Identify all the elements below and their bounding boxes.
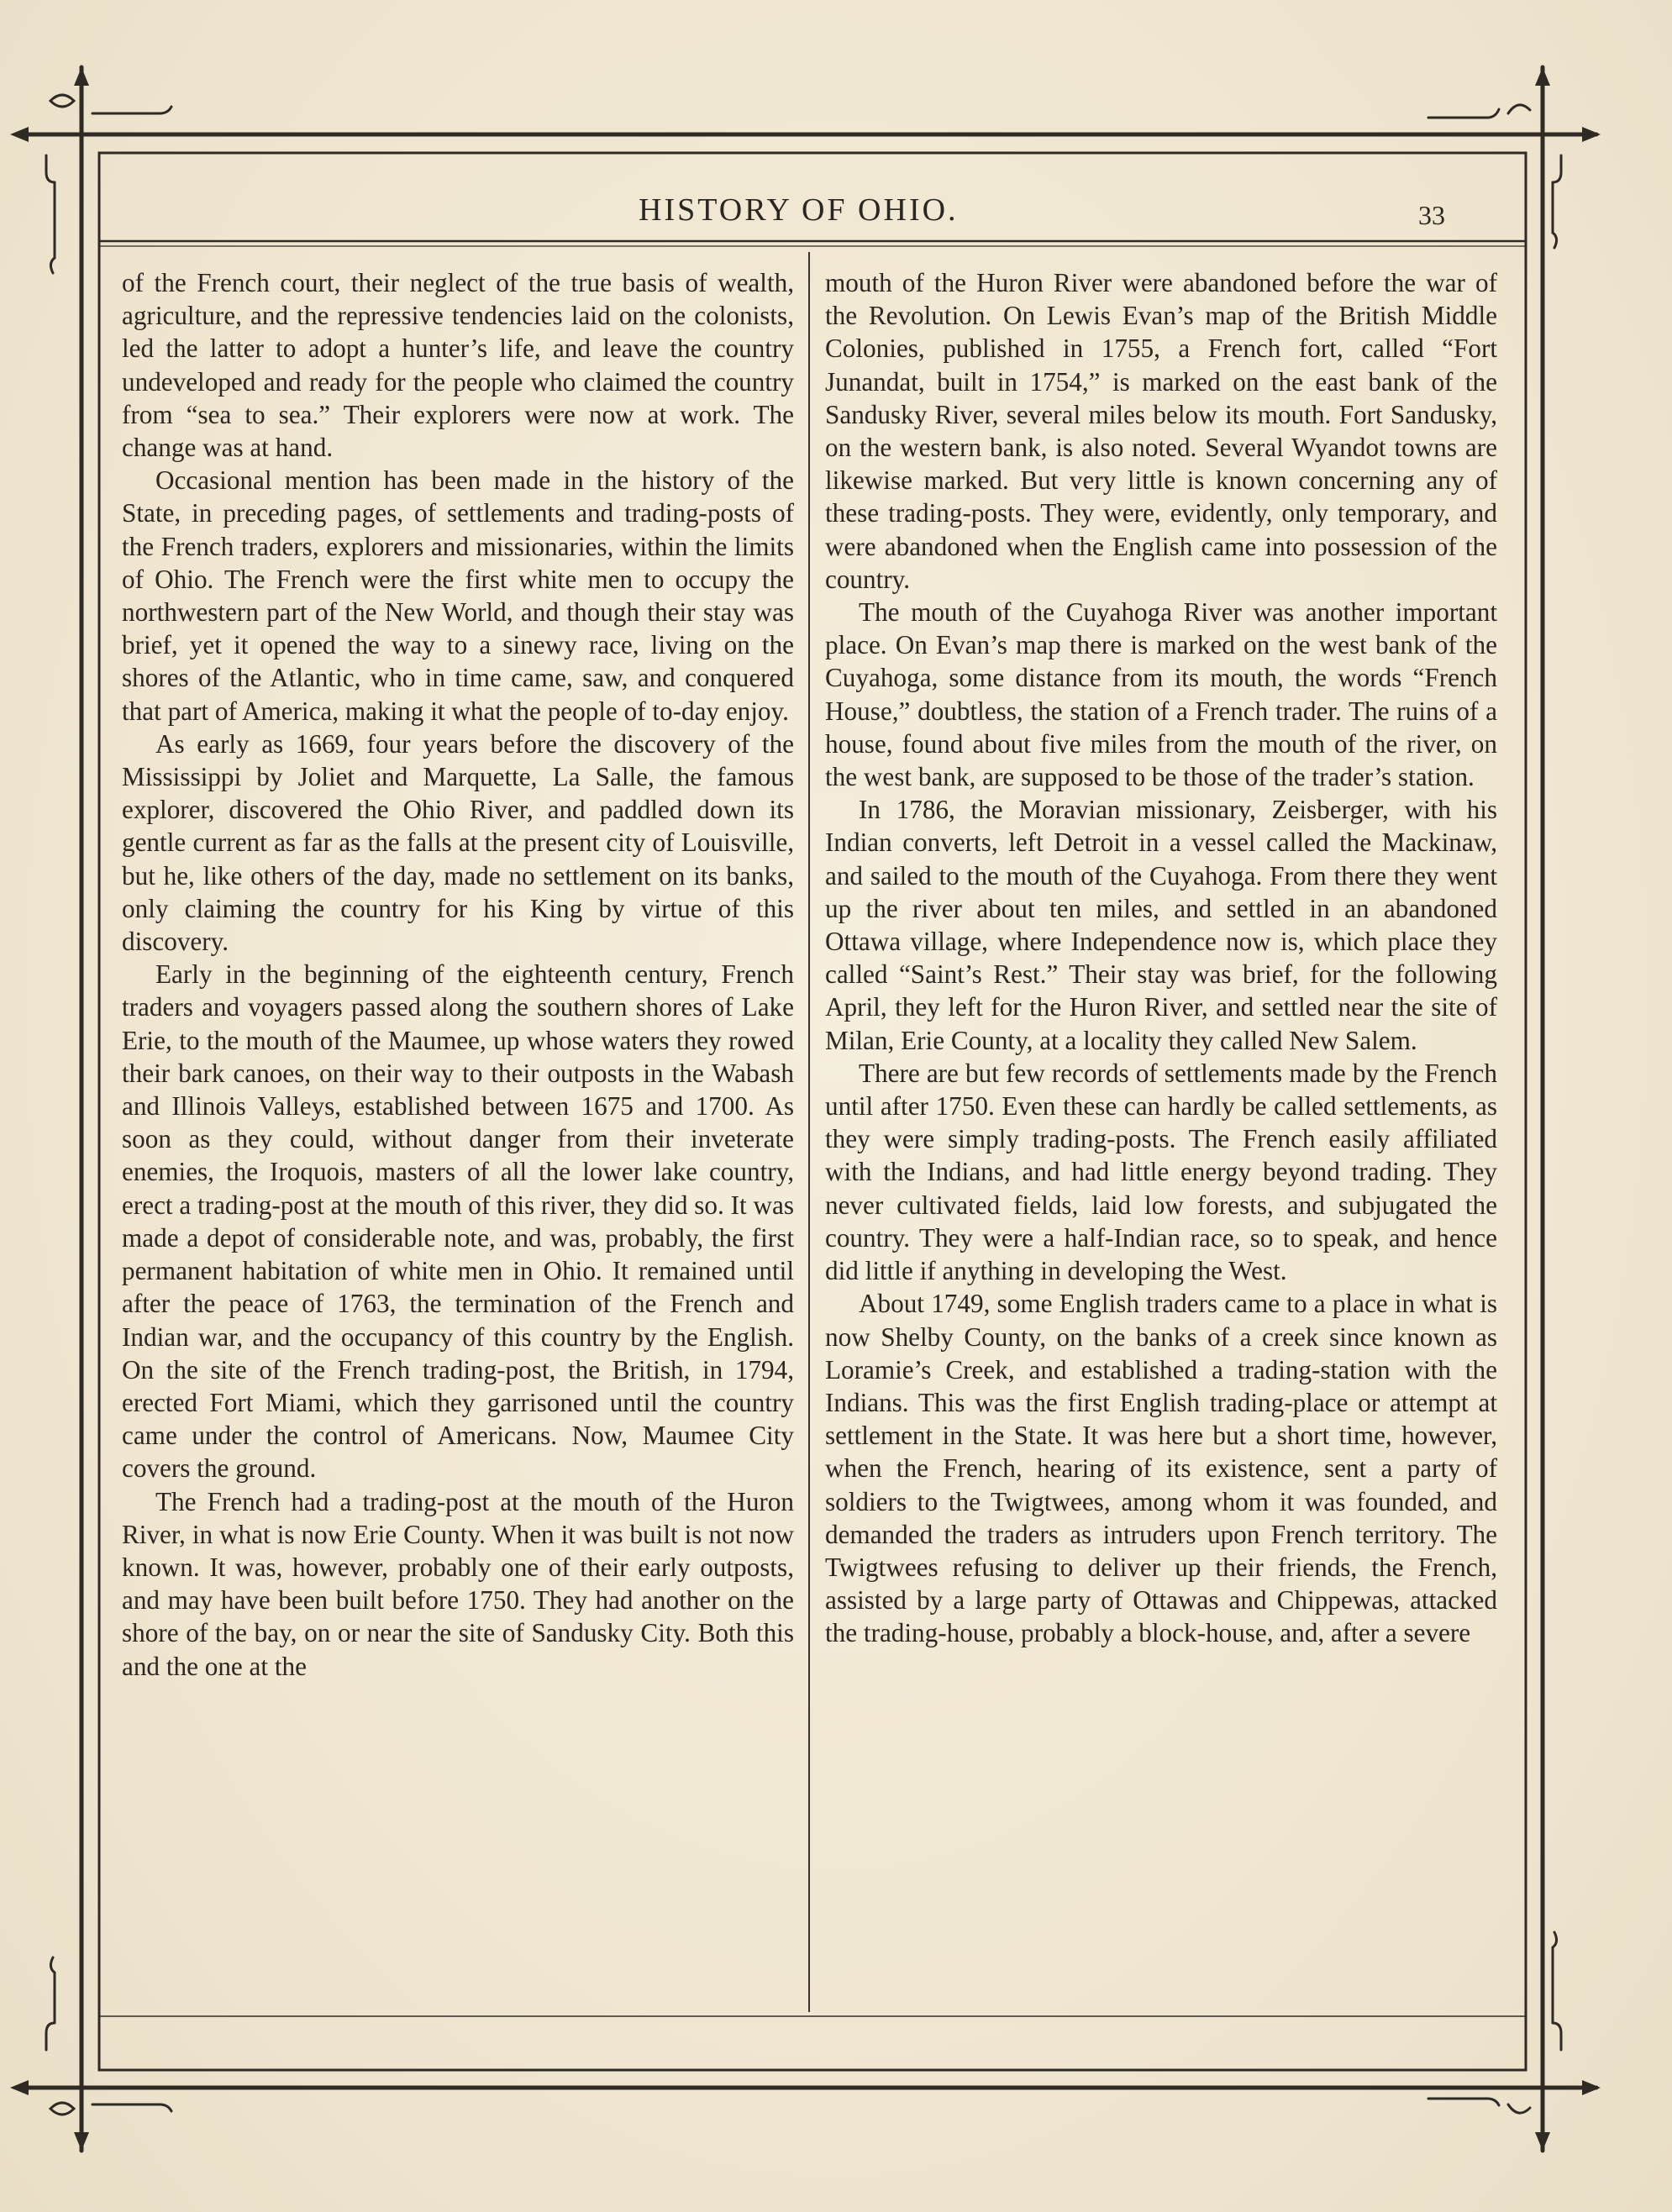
paragraph: About 1749, some English traders came to a place in what is now Shelby County, on the banks of a creek since known as Loramie’s Creek, and established a trading-station with the Indians. This was the first English trading-place or attempt at settlement in the State. It was here but a short time, however, when the French, hearing of its existence, sent a party of soldiers to the Twigtwees, among whom it was founded, and demanded the traders as intruders upon French territory. The Twigtwees refusing to deliver up their friends, the French, assisted by a large party of Ottawas and Chippewas, attacked the trading-house, probably a block-house, and, after a severe <box>825 1289 1497 1648</box>
paragraph: mouth of the Huron River were abandoned before the war of the Revolution. On Lewis Evan’s map of the British Middle Colonies, published in 1755, a French fort, called “Fort Junandat, built in 1754,” is marked on the east bank of the Sandusky River, several miles below its mouth. Fort Sandusky, on the western bank, is also noted. Several Wyandot towns are likewise marked. But very little is known concerning any of these trading-posts. They were, evidently, only temporary, and were abandoned when the English came into possession of the country. <box>825 268 1497 594</box>
right-column <box>825 266 1497 1650</box>
paragraph: of the French court, their neglect of the true basis of wealth, agriculture, and the repressive tendencies laid on the colonists, led the latter to adopt a hunter’s life, and leave the country undeveloped and ready for the people who claimed the country from “sea to sea.” Their explorers were now at work. The change was at hand. <box>122 268 794 463</box>
paragraph: As early as 1669, four years before the discovery of the Mississippi by Joliet and Marquette, La Salle, the famous explorer, discovered the Ohio River, and paddled down its gentle current as far as the falls at the present city of Louisville, but he, like others of the day, made no settlement on its banks, only claiming the country for his King by virtue of this discovery. <box>122 728 794 957</box>
paragraph: There are but few records of settlements made by the French until after 1750. Even these can hardly be called settlements, as they were simply trading-posts. The French easily affiliated with the Indians, and had little energy beyond trading. They never cultivated fields, laid low forests, and subjugated the country. They were a half-Indian race, so to speak, and hence did little if anything in developing the West. <box>825 1058 1497 1286</box>
paragraph: In 1786, the Moravian missionary, Zeisberger, with his Indian converts, left Detroit in a vessel called the Mackinaw, and sailed to the mouth of the Cuyahoga. From there they went up the river about ten miles, and settled in an abandoned Ottawa village, where Independence now is, which place they called “Saint’s Rest.” Their stay was brief, for the following April, they left for the Huron River, and settled near the site of Milan, Erie County, at a locality they called New Salem. <box>825 795 1497 1055</box>
paragraph: The mouth of the Cuyahoga River was another important place. On Evan’s map there is marked on the west bank of the Cuyahoga, some distance from its mouth, the words “French House,” doubtless, the station of a French trader. The ruins of a house, found about five miles from the mouth of the river, on the west bank, are supposed to be those of the trader’s station. <box>825 597 1497 792</box>
paragraph: Occasional mention has been made in the history of the State, in preceding pages, of settlements and trading-posts of the French traders, explorers and missionaries, within the limits of Ohio. The French were the first white men to occupy the northwestern part of the New World, and though their stay was brief, yet it opened the way to a sinewy race, living on the shores of the Atlantic, who in time came, saw, and conquered that part of America, making it what the people of to-day enjoy. <box>122 465 794 726</box>
column-divider <box>808 252 810 2012</box>
paragraph: Early in the beginning of the eighteenth century, French traders and voyagers passed along the southern shores of Lake Erie, to the mouth of the Maumee, up whose waters they rowed their bark canoes, on their way to their outposts in the Wabash and Illinois Valleys, established between 1675 and 1700. As soon as they could, without danger from their inveterate enemies, the Iroquois, masters of all the lower lake country, erect a trading-post at the mouth of this river, they did so. It was made a depot of considerable note, and was, probably, the first permanent habitation of white men in Ohio. It remained until after the peace of 1763, the termination of the French and Indian war, and the occupancy of this country by the English. On the site of the French trading-post, the British, in 1794, erected Fort Miami, which they garrisoned until the country came under the control of Americans. Now, Maumee City covers the ground. <box>122 959 794 1484</box>
left-column <box>122 266 794 1683</box>
paragraph: The French had a trading-post at the mouth of the Huron River, in what is now Erie County. When it was built is not now known. It was, however, probably one of their early outposts, and may have been built before 1750. They had another on the shore of the bay, on or near the site of Sandusky City. Both this and the one at the <box>122 1486 794 1681</box>
running-head: HISTORY OF OHIO. <box>639 192 959 228</box>
page-number: 33 <box>1418 200 1445 230</box>
